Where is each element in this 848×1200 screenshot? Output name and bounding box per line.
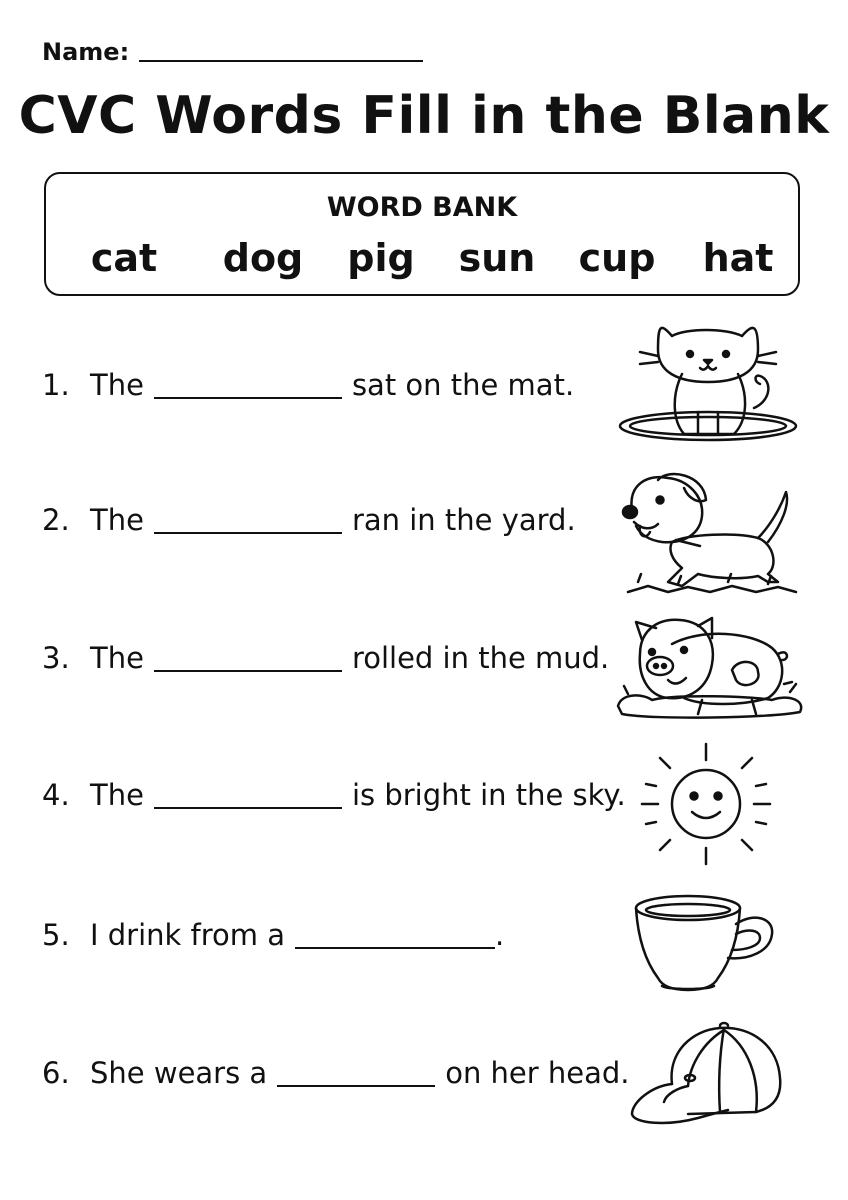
page-title: CVC Words Fill in the Blank bbox=[18, 86, 830, 146]
cap-icon bbox=[628, 1022, 786, 1128]
question-4 bbox=[42, 778, 626, 812]
question-text-after: rolled in the mud. bbox=[351, 641, 610, 675]
answer-blank[interactable] bbox=[295, 947, 495, 949]
question-text-before: The bbox=[90, 778, 144, 812]
question-2 bbox=[42, 503, 576, 537]
name-row bbox=[42, 30, 423, 66]
question-number: 1. bbox=[42, 368, 70, 402]
pig-in-mud-icon bbox=[612, 614, 806, 722]
question-5 bbox=[42, 918, 504, 952]
cup-icon bbox=[632, 890, 778, 994]
cat-on-mat-icon bbox=[614, 316, 804, 444]
question-text-after: ran in the yard. bbox=[351, 503, 576, 537]
question-number: 2. bbox=[42, 503, 70, 537]
question-text-after: sat on the mat. bbox=[351, 368, 575, 402]
question-text-before: I drink from a bbox=[90, 918, 286, 952]
answer-blank[interactable] bbox=[277, 1085, 435, 1087]
word-bank-word: sun bbox=[458, 236, 536, 280]
question-number: 5. bbox=[42, 918, 70, 952]
question-text-after: is bright in the sky. bbox=[351, 778, 626, 812]
word-bank-word: pig bbox=[347, 236, 415, 280]
word-bank-title: WORD BANK bbox=[326, 192, 518, 223]
question-text-before: The bbox=[90, 368, 144, 402]
word-bank-word: hat bbox=[702, 236, 774, 280]
question-1 bbox=[42, 368, 574, 402]
word-bank-word: cat bbox=[90, 236, 158, 280]
question-text-before: The bbox=[90, 503, 144, 537]
question-6 bbox=[42, 1056, 630, 1090]
name-label: Name: bbox=[42, 38, 130, 66]
word-bank bbox=[44, 172, 800, 296]
smiling-sun-icon bbox=[636, 740, 776, 872]
question-number: 4. bbox=[42, 778, 70, 812]
answer-blank[interactable] bbox=[154, 670, 342, 672]
running-dog-icon bbox=[618, 470, 800, 598]
answer-blank[interactable] bbox=[154, 807, 342, 809]
word-bank-word: dog bbox=[222, 236, 304, 280]
name-field[interactable] bbox=[139, 60, 423, 62]
question-text-before: The bbox=[90, 641, 144, 675]
answer-blank[interactable] bbox=[154, 532, 342, 534]
question-text-after: on her head. bbox=[445, 1056, 630, 1090]
answer-blank[interactable] bbox=[154, 397, 342, 399]
question-number: 3. bbox=[42, 641, 70, 675]
question-text-before: She wears a bbox=[90, 1056, 268, 1090]
question-number: 6. bbox=[42, 1056, 70, 1090]
question-text-after: . bbox=[495, 918, 505, 952]
question-3 bbox=[42, 641, 609, 675]
word-bank-word: cup bbox=[578, 236, 656, 280]
